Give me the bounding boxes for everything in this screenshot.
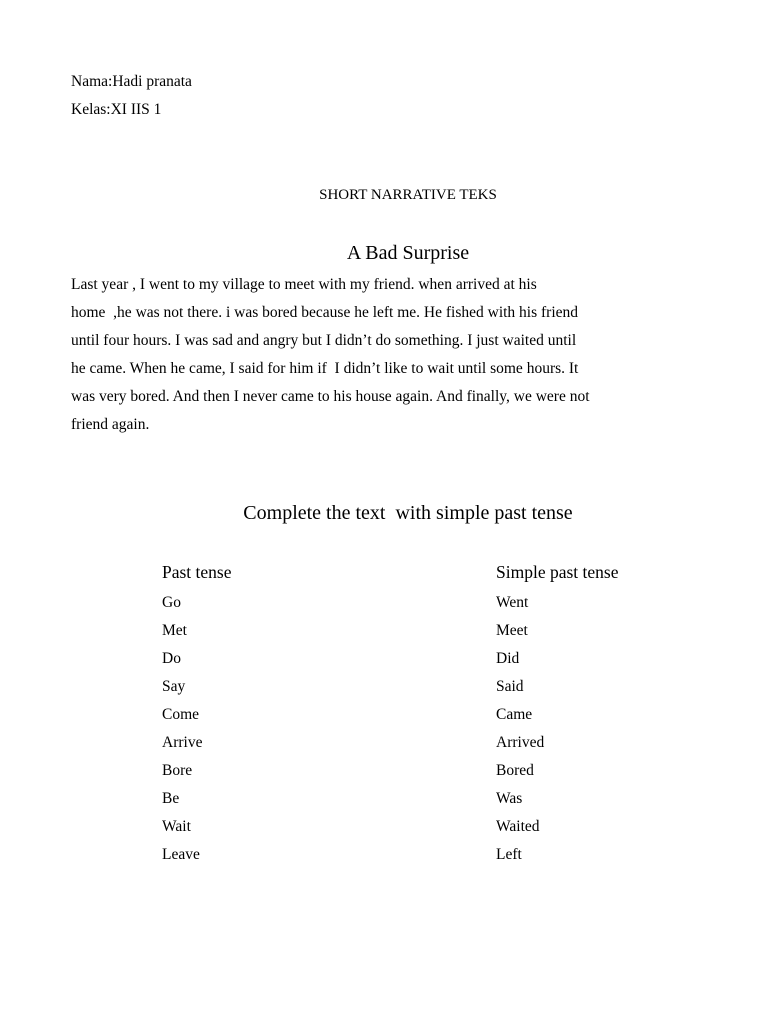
table-cell-left: Met [162, 622, 187, 639]
table-cell-right: Left [496, 846, 522, 863]
table-cell-right: Went [496, 594, 529, 611]
table-cell-right: Arrived [496, 734, 545, 751]
student-class: Kelas:XI IIS 1 [71, 101, 162, 118]
table-cell-left: Bore [162, 762, 193, 779]
story-title: A Bad Surprise [346, 242, 470, 264]
table-cell-left: Be [162, 790, 180, 807]
table-cell-right: Said [496, 678, 524, 695]
table-cell-right: Did [496, 650, 520, 667]
story-line: friend again. [71, 416, 150, 433]
table-cell-left: Say [162, 678, 186, 695]
story-line: was very bored. And then I never came to his house again. And finally, we were not [71, 388, 590, 405]
story-line: he came. When he came, I said for him if I didn’t like to wait until some hours. It [71, 360, 579, 377]
table-cell-right: Meet [496, 622, 528, 639]
table-cell-left: Go [162, 594, 181, 611]
table-cell-right: Waited [496, 818, 540, 835]
table-cell-left: Arrive [162, 734, 203, 751]
story-line: until four hours. I was sad and angry but I didn’t do something. I just waited until [71, 332, 577, 349]
table-cell-right: Came [496, 706, 533, 723]
document-heading: SHORT NARRATIVE TEKS [319, 187, 497, 203]
table-cell-left: Leave [162, 846, 200, 863]
table-cell-right: Bored [496, 762, 534, 779]
column-header-simple-past-tense: Simple past tense [496, 562, 619, 582]
story-line: home ,he was not there. i was bored because he left me. He fished with his friend [71, 304, 579, 321]
table-cell-left: Wait [162, 818, 191, 835]
story-line: Last year , I went to my village to meet with my friend. when arrived at his [71, 276, 537, 293]
table-cell-left: Do [162, 650, 181, 667]
column-header-past-tense: Past tense [162, 562, 232, 582]
student-name: Nama:Hadi pranata [71, 73, 192, 90]
table-cell-right: Was [496, 790, 523, 807]
table-cell-left: Come [162, 706, 200, 723]
exercise-title: Complete the text with simple past tense [243, 502, 573, 524]
